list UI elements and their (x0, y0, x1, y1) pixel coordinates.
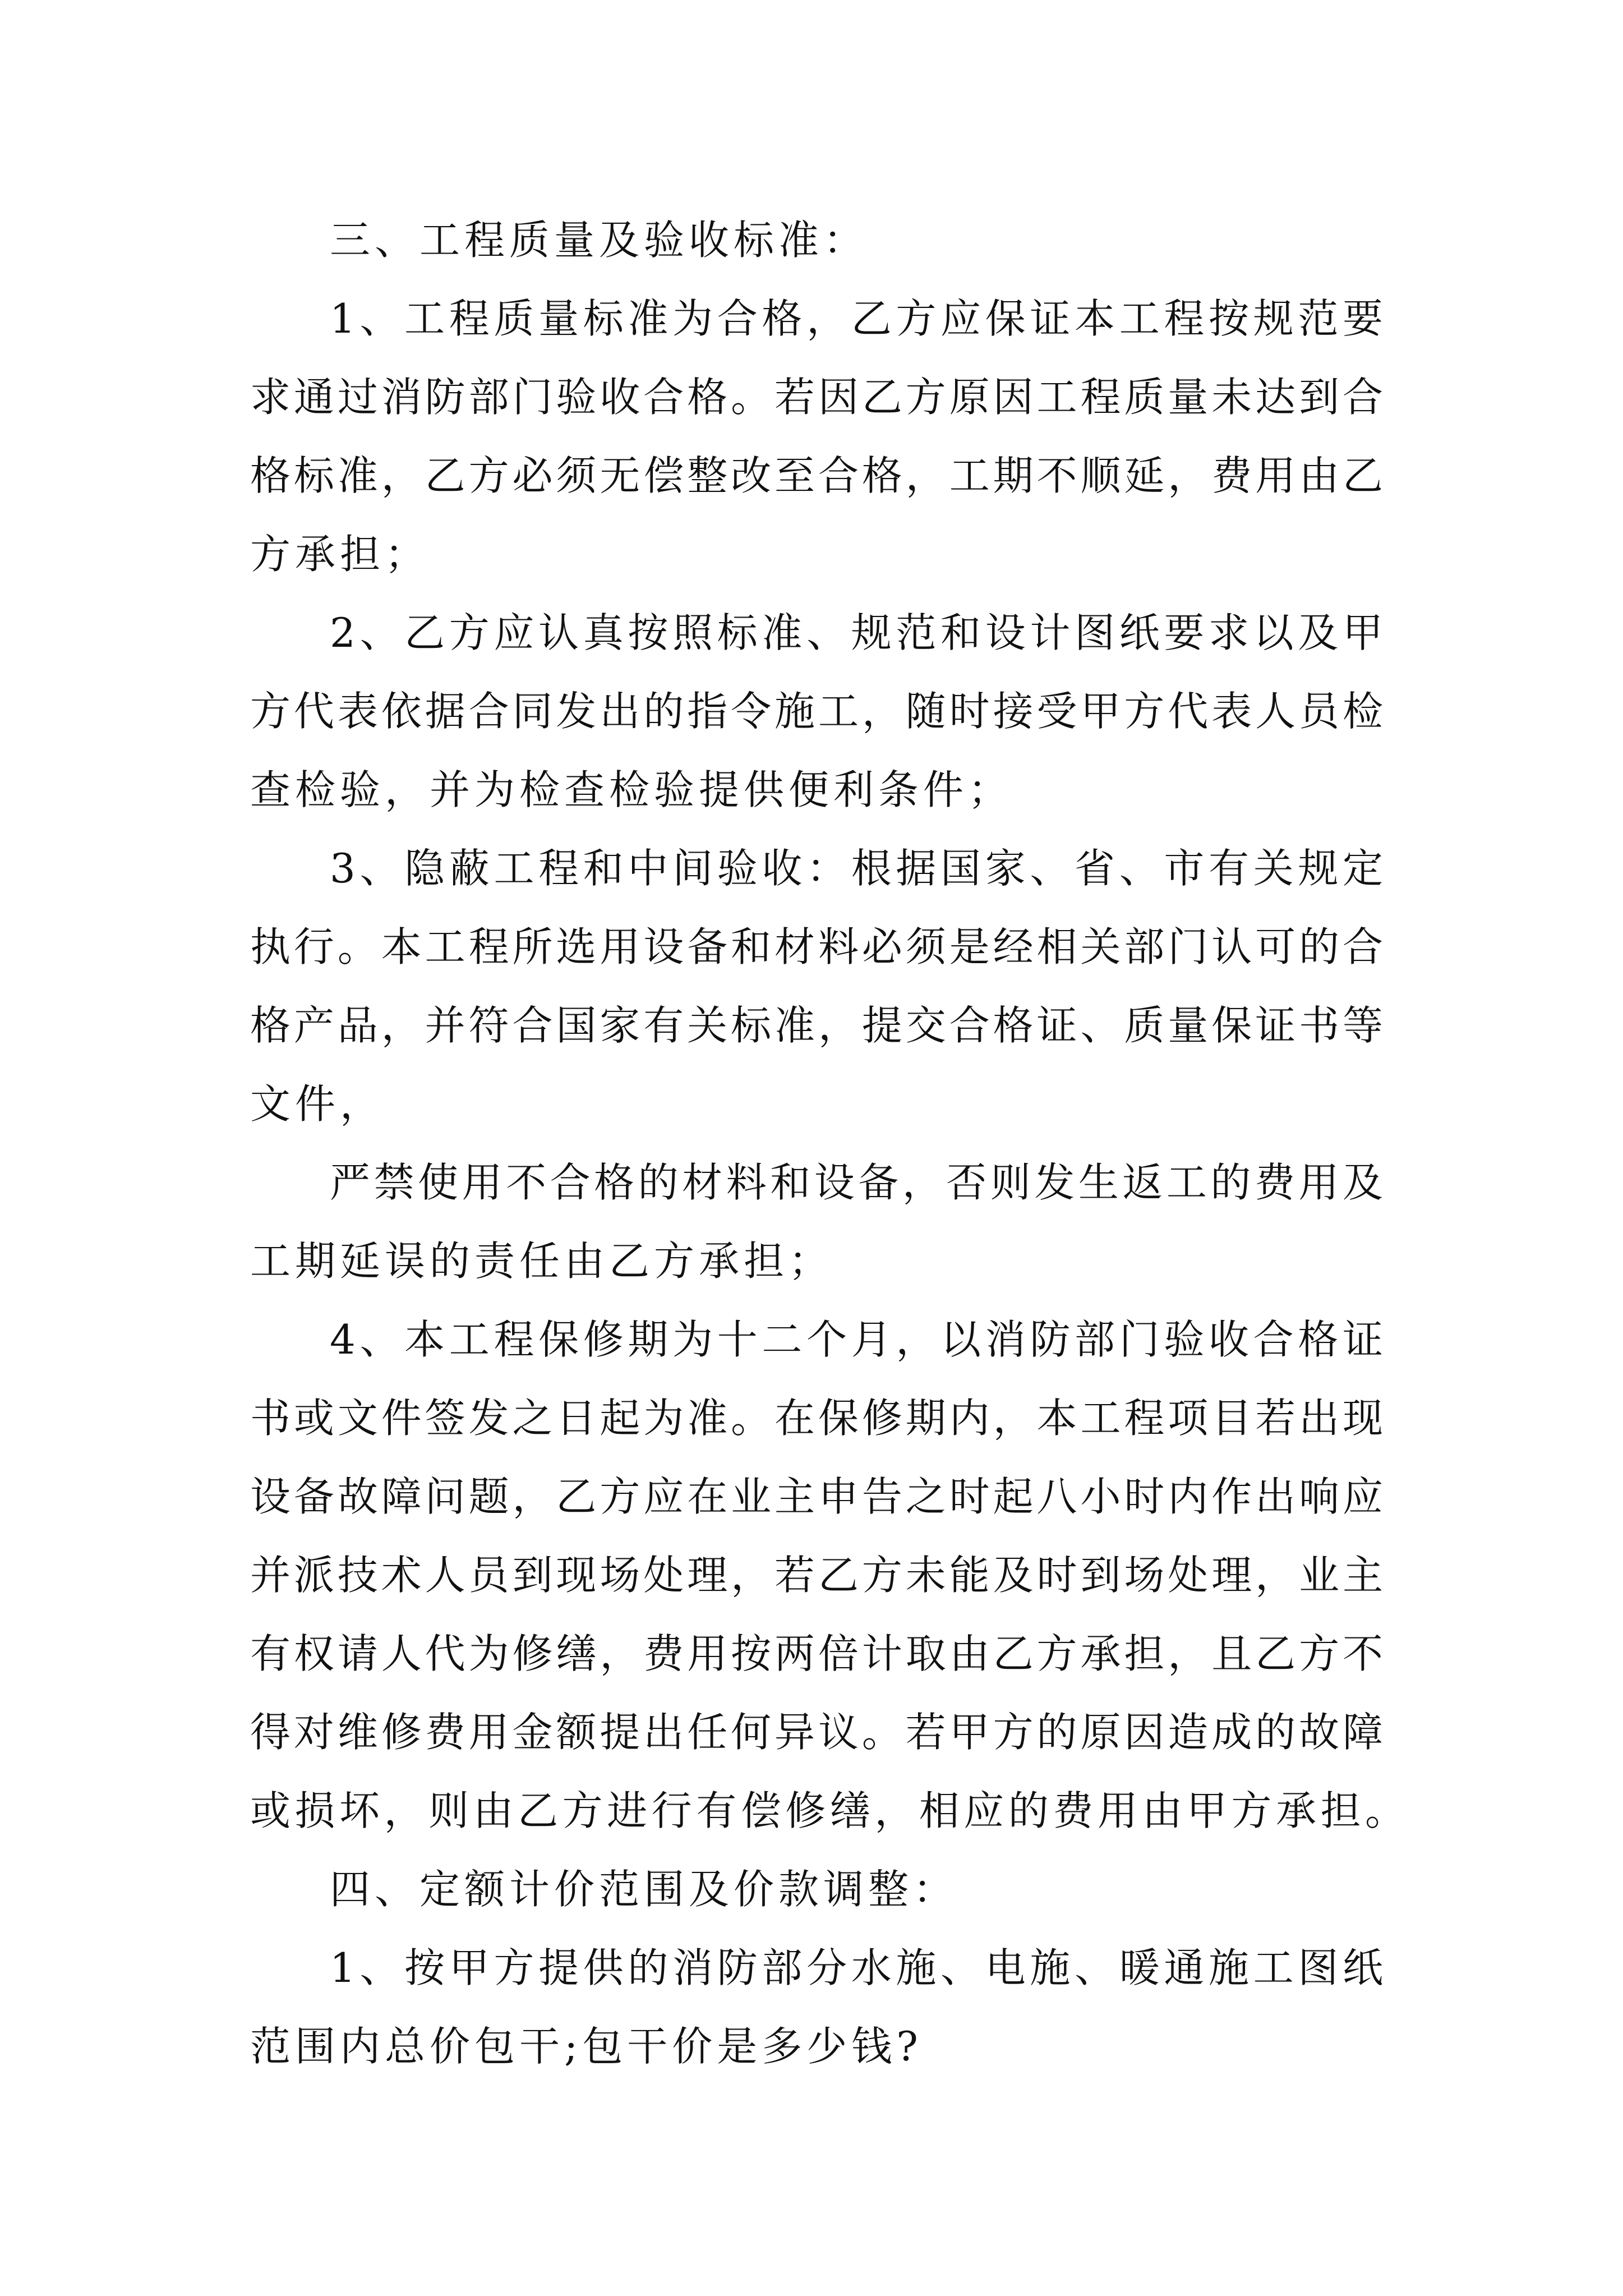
paragraph-line: 格产品，并符合国家有关标准，提交合格证、质量保证书等 (250, 1002, 1383, 1049)
paragraph-line: 范围内总价包干;包干价是多少钱? (250, 2023, 923, 2070)
paragraph-line: 设备故障问题，乙方应在业主申告之时起八小时内作出响应 (250, 1473, 1383, 1520)
paragraph-line: 方承担； (250, 531, 430, 578)
paragraph-line: 格标准，乙方必须无偿整改至合格，工期不顺延，费用由乙 (250, 452, 1383, 499)
paragraph-line: 有权请人代为修缮，费用按两倍计取由乙方承担，且乙方不 (250, 1630, 1383, 1677)
paragraph-line: 执行。本工程所选用设备和材料必须是经相关部门认可的合 (250, 923, 1383, 970)
paragraph-line: 或损坏，则由乙方进行有偿修缮，相应的费用由甲方承担。 (250, 1787, 1405, 1834)
paragraph-line: 1、工程质量标准为合格，乙方应保证本工程按规范要 (330, 295, 1383, 342)
paragraph-line: 求通过消防部门验收合格。若因乙方原因工程质量未达到合 (250, 374, 1383, 421)
paragraph-line: 严禁使用不合格的材料和设备，否则发生返工的费用及 (330, 1159, 1383, 1206)
section-heading-quality: 三、工程质量及验收标准： (330, 217, 869, 264)
paragraph-line: 文件， (250, 1080, 385, 1128)
paragraph-line: 查检验，并为检查检验提供便利条件； (250, 766, 1013, 813)
paragraph-line: 2、乙方应认真按照标准、规范和设计图纸要求以及甲 (330, 609, 1383, 656)
paragraph-line: 书或文件签发之日起为准。在保修期内，本工程项目若出现 (250, 1395, 1383, 1442)
paragraph-line: 4、本工程保修期为十二个月，以消防部门验收合格证 (330, 1316, 1383, 1363)
paragraph-line: 3、隐蔽工程和中间验收：根据国家、省、市有关规定 (330, 845, 1383, 892)
paragraph-line: 方代表依据合同发出的指令施工，随时接受甲方代表人员检 (250, 688, 1383, 735)
section-heading-pricing: 四、定额计价范围及价款调整： (330, 1866, 958, 1913)
paragraph-line: 1、按甲方提供的消防部分水施、电施、暖通施工图纸 (330, 1944, 1383, 1991)
paragraph-line: 工期延误的责任由乙方承担； (250, 1237, 834, 1285)
paragraph-line: 得对维修费用金额提出任何异议。若甲方的原因造成的故障 (250, 1709, 1383, 1756)
paragraph-line: 并派技术人员到现场处理，若乙方未能及时到场处理，业主 (250, 1552, 1383, 1599)
